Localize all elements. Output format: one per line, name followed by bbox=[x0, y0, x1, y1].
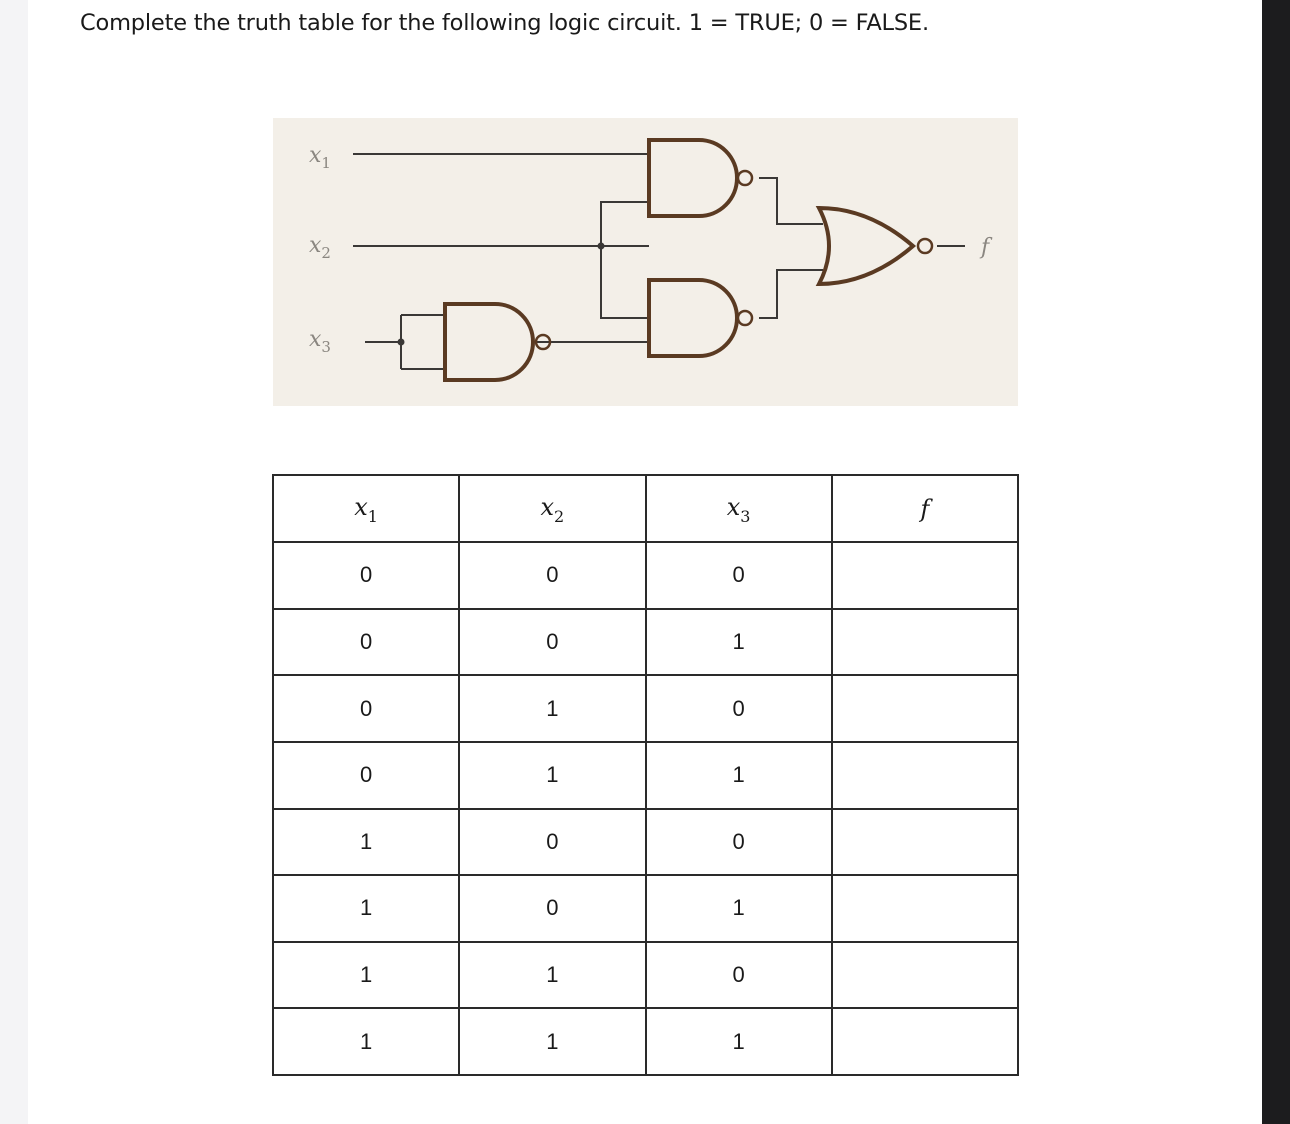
junction-dot bbox=[398, 339, 405, 346]
cell-x3: 1 bbox=[646, 609, 832, 676]
table-row bbox=[273, 1008, 1018, 1075]
table-row bbox=[273, 809, 1018, 876]
cell-x3: 0 bbox=[646, 675, 832, 742]
nand-gate-icon bbox=[649, 280, 752, 356]
cell-x2: 0 bbox=[459, 609, 645, 676]
cell-x2: 0 bbox=[459, 809, 645, 876]
table-header-row bbox=[273, 475, 1018, 542]
cell-f-answer[interactable] bbox=[832, 609, 1018, 676]
question-text: Complete the truth table for the following logic circuit. 1 = TRUE; 0 = FALSE. bbox=[80, 10, 929, 36]
cell-x2: 1 bbox=[459, 942, 645, 1009]
table-row bbox=[273, 742, 1018, 809]
cell-x1: 1 bbox=[273, 875, 459, 942]
logic-circuit-diagram bbox=[273, 118, 1018, 406]
table-row bbox=[273, 609, 1018, 676]
header-x3: $x_3$ bbox=[646, 475, 832, 542]
header-x1: $x_1$ bbox=[273, 475, 459, 542]
cell-f-answer[interactable] bbox=[832, 742, 1018, 809]
cell-x3: 1 bbox=[646, 742, 832, 809]
cell-f-answer[interactable] bbox=[832, 809, 1018, 876]
header-x2: $x_2$ bbox=[459, 475, 645, 542]
cell-x3: 0 bbox=[646, 542, 832, 609]
table-row bbox=[273, 875, 1018, 942]
table-row bbox=[273, 942, 1018, 1009]
cell-x3: 0 bbox=[646, 809, 832, 876]
cell-f-answer[interactable] bbox=[832, 942, 1018, 1009]
cell-x2: 1 bbox=[459, 742, 645, 809]
input-label-x2: $x_2$ bbox=[309, 233, 331, 262]
cell-x3: 1 bbox=[646, 1008, 832, 1075]
nand-gate-icon bbox=[649, 140, 752, 216]
table-row bbox=[273, 675, 1018, 742]
nand-gate-icon bbox=[445, 304, 550, 380]
header-f: f bbox=[832, 475, 1018, 542]
table-row bbox=[273, 542, 1018, 609]
cell-x1: 0 bbox=[273, 609, 459, 676]
cell-x1: 0 bbox=[273, 742, 459, 809]
cell-f-answer[interactable] bbox=[832, 875, 1018, 942]
cell-x1: 0 bbox=[273, 542, 459, 609]
cell-x2: 1 bbox=[459, 675, 645, 742]
cell-x2: 0 bbox=[459, 542, 645, 609]
cell-x3: 1 bbox=[646, 875, 832, 942]
input-label-x3: $x_3$ bbox=[309, 327, 331, 356]
truth-table bbox=[272, 474, 1019, 1076]
cell-x1: 1 bbox=[273, 942, 459, 1009]
cell-f-answer[interactable] bbox=[832, 675, 1018, 742]
cell-x1: 1 bbox=[273, 809, 459, 876]
cell-f-answer[interactable] bbox=[832, 542, 1018, 609]
cell-x2: 0 bbox=[459, 875, 645, 942]
output-label-f: f bbox=[981, 235, 990, 260]
cell-x2: 1 bbox=[459, 1008, 645, 1075]
cell-f-answer[interactable] bbox=[832, 1008, 1018, 1075]
cell-x1: 0 bbox=[273, 675, 459, 742]
cell-x3: 0 bbox=[646, 942, 832, 1009]
cell-x1: 1 bbox=[273, 1008, 459, 1075]
junction-dot bbox=[598, 243, 605, 250]
page-margin-strip bbox=[0, 0, 28, 1124]
nor-gate-icon bbox=[819, 208, 932, 284]
input-label-x1: $x_1$ bbox=[309, 143, 331, 172]
